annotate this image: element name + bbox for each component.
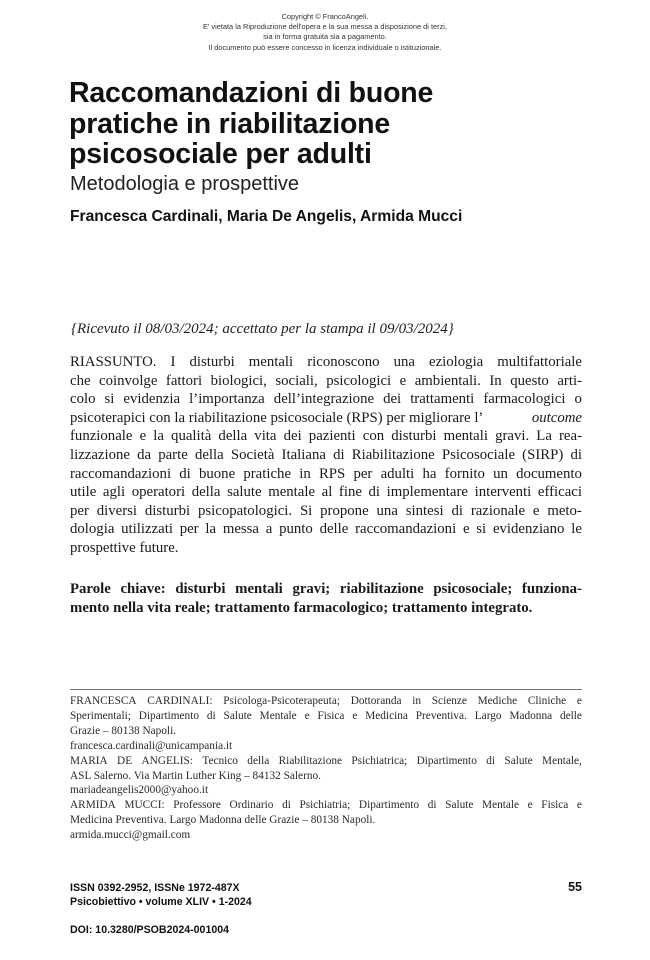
word: Professore: [173, 799, 221, 812]
word: e: [532, 502, 540, 519]
word: farmacologici: [483, 391, 566, 408]
word: funzionale: [70, 428, 133, 445]
word: per: [70, 502, 89, 519]
word: fattori: [165, 372, 203, 389]
word: qualità: [171, 428, 212, 445]
word: In: [489, 372, 502, 389]
word: della: [191, 484, 221, 501]
word: da: [137, 446, 152, 463]
page-number: 55: [568, 880, 582, 894]
abstract-line: [70, 372, 582, 391]
word: e: [462, 521, 470, 538]
word: psicopatologici.: [197, 502, 293, 519]
email-link[interactable]: francesca.cardinali@unicampania.it: [70, 739, 233, 752]
word: meto-: [547, 502, 582, 519]
word: delle: [559, 709, 582, 722]
affiliation-line: ASL Salerno. Via Martin Luther King – 84132 Salerno.: [70, 769, 321, 782]
word: adulti: [380, 465, 415, 482]
word: multifattoriale: [497, 354, 582, 370]
word: sintesi: [405, 502, 444, 519]
word: in: [412, 695, 422, 707]
word: Psichiatria;: [299, 799, 351, 812]
word: una: [376, 502, 398, 519]
word: vita: [254, 428, 277, 445]
word: in: [299, 465, 311, 482]
word: salute: [227, 484, 262, 501]
word: o: [574, 391, 582, 408]
word: riconoscono: [307, 354, 380, 370]
word: ambientali.: [414, 372, 481, 389]
word: eziologia: [429, 354, 484, 370]
word: Sperimentali;: [70, 709, 131, 722]
abstract-line: [70, 390, 582, 409]
word: di: [570, 446, 582, 463]
word: psicosociale;: [433, 581, 513, 597]
word: di: [206, 709, 216, 722]
received-dates: {Ricevuto il 08/03/2024; accettato per la stampa il 09/03/2024}: [71, 321, 454, 337]
word: e: [139, 428, 147, 445]
word: RPS: [318, 465, 346, 482]
abstract: [70, 353, 582, 558]
word: trattamenti: [410, 391, 475, 408]
word: per: [179, 521, 199, 538]
word: lizzazione: [70, 446, 130, 463]
word: fornito: [444, 465, 485, 482]
word: funziona-: [521, 581, 582, 597]
word: Tecnico: [202, 754, 238, 767]
affiliation-line: [70, 798, 582, 813]
affiliation-line: Medicina Preventiva. Largo Madonna delle Grazie – 80138 Napoli.: [70, 814, 376, 827]
word: si: [476, 521, 487, 538]
word: dei: [283, 428, 302, 445]
word: della: [247, 754, 270, 767]
copyright-line: sia in forma gratuita sia a pagamento.: [263, 32, 387, 42]
word: parte: [158, 446, 188, 463]
word: disturbi: [189, 354, 235, 370]
word: Salute: [504, 754, 533, 767]
word: e: [576, 799, 582, 812]
title-line: pratiche in riabilitazione: [69, 107, 391, 140]
word: un: [493, 465, 508, 482]
word: Italiana: [281, 446, 326, 463]
word: riabilitazione: [339, 581, 424, 597]
abstract-line: [70, 520, 582, 539]
affiliation-cardinali: [70, 694, 582, 754]
word: implementare: [386, 484, 468, 501]
abstract-line-with-italic: [70, 409, 582, 428]
word: raccomandazioni: [70, 465, 172, 482]
word: mentale: [268, 484, 316, 501]
word: Ordinario: [229, 799, 274, 812]
word: di: [282, 799, 291, 812]
word: agli: [102, 484, 126, 501]
word: mentali: [235, 581, 283, 597]
word: di: [333, 446, 345, 463]
word: Psicosociale: [441, 446, 516, 463]
word: arti-: [557, 372, 582, 389]
word: pazienti: [308, 428, 356, 445]
article-authors: Francesca Cardinali, Maria De Angelis, Armida Mucci: [70, 208, 463, 225]
abstract-line: [70, 446, 582, 465]
word: interventi: [474, 484, 532, 501]
word: e: [304, 709, 310, 722]
word: propone: [320, 502, 369, 519]
word: efficaci: [537, 484, 582, 501]
word: Dottoranda: [350, 695, 402, 707]
abstract-line: [70, 483, 582, 502]
word: messa: [222, 521, 259, 538]
word: raccomandazioni: [355, 521, 457, 538]
word: Cliniche: [527, 695, 567, 707]
word: Psichiatrica;: [351, 754, 408, 767]
word: e: [399, 372, 407, 389]
word: punto: [279, 521, 313, 538]
doi[interactable]: DOI: 10.3280/PSOB2024-001004: [70, 924, 230, 936]
copyright-line: Copyright © FrancoAngeli.: [281, 12, 369, 21]
word: dologia: [70, 521, 115, 538]
abstract-line: [70, 427, 582, 446]
word: FRANCESCA: [70, 695, 137, 707]
word: di: [486, 754, 496, 767]
word: (SIRP): [522, 446, 564, 463]
word: dell’integrazione: [273, 391, 375, 408]
word: disturbi: [144, 502, 191, 519]
word: l’importanza: [189, 391, 265, 408]
article-subtitle: Metodologia e prospettive: [70, 173, 300, 195]
word: biologici,: [210, 372, 267, 389]
italic-term: outcome: [531, 409, 582, 426]
word: razionale: [470, 502, 526, 519]
affiliation-line: [70, 709, 582, 724]
word: le: [571, 521, 582, 538]
word: Dipartimento: [416, 754, 477, 767]
issn: ISSN 0392-2952, ISSNe 1972-487X: [70, 882, 240, 894]
word: fine: [338, 484, 362, 501]
word: e: [352, 709, 358, 722]
word: disturbi: [175, 581, 226, 597]
word: gravi.: [495, 428, 530, 445]
word: I: [170, 354, 176, 370]
word: La: [536, 428, 552, 445]
abstract-line: [70, 502, 582, 521]
abstract-line-text: psicoterapici con la riabilitazione psicosociale (RPS) per migliorare l’: [70, 409, 484, 426]
word: sociali,: [275, 372, 318, 389]
word: e: [576, 695, 582, 707]
word: psicologici: [326, 372, 392, 389]
word: la: [153, 428, 164, 445]
word: Madonna: [509, 709, 553, 722]
word: operatori: [131, 484, 186, 501]
word: Salute: [223, 709, 252, 722]
word: Medicina: [365, 709, 408, 722]
word: utilizzati: [121, 521, 173, 538]
word: a: [265, 521, 273, 538]
word: Psicologa-Psicoterapeuta;: [223, 695, 340, 707]
word: MUCCI:: [124, 799, 165, 812]
keywords: [70, 580, 582, 617]
word: rea-: [559, 428, 582, 445]
word: evidenziano: [492, 521, 565, 538]
word: MARIA: [70, 754, 108, 767]
word: mentali: [248, 354, 294, 370]
affiliation-line: [70, 694, 582, 709]
word: Salute: [445, 799, 474, 812]
word: per: [353, 465, 373, 482]
word: della: [218, 428, 248, 445]
article-title: [69, 78, 589, 170]
word: Riabilitazione: [278, 754, 343, 767]
word: Mentale: [482, 799, 520, 812]
word: evidenzia: [123, 391, 181, 408]
word: diversi: [96, 502, 138, 519]
word: Parole: [70, 581, 111, 597]
word: di: [179, 465, 191, 482]
word: e: [527, 799, 533, 812]
copyright-notice: [0, 12, 650, 53]
author-affiliations: [70, 689, 582, 843]
word: DE: [117, 754, 133, 767]
word: gravi;: [292, 581, 331, 597]
word: Mentale: [259, 709, 297, 722]
word: Dipartimento: [358, 799, 420, 812]
word: una: [393, 354, 415, 370]
word: Si: [299, 502, 313, 519]
affiliation-de-angelis: [70, 754, 582, 799]
word: utile: [70, 484, 97, 501]
word: di: [368, 484, 381, 501]
word: di: [451, 502, 463, 519]
word: Mentale,: [542, 754, 582, 767]
word: delle: [319, 521, 349, 538]
affiliation-mucci: [70, 798, 582, 843]
word: Dipartimento: [138, 709, 199, 722]
word: coinvolge: [99, 372, 158, 389]
abstract-line: [70, 353, 582, 372]
word: Fisica: [541, 799, 569, 812]
word: Scienze: [431, 695, 467, 707]
abstract-line: prospettive future.: [70, 539, 179, 556]
word: pratiche: [243, 465, 292, 482]
word: si: [104, 391, 115, 408]
word: chiave:: [120, 581, 166, 597]
title-line: psicosociale per adulti: [69, 138, 372, 170]
keywords-line: [70, 580, 582, 599]
word: ANGELIS:: [141, 754, 193, 767]
affiliation-line: Grazie – 80138 Napoli.: [70, 724, 177, 737]
word: al: [321, 484, 333, 501]
word: RIASSUNTO.: [70, 354, 157, 370]
word: dei: [383, 391, 402, 408]
word: che: [70, 372, 91, 389]
word: della: [194, 446, 224, 463]
word: Società: [230, 446, 275, 463]
word: mentali: [443, 428, 488, 445]
word: Mediche: [477, 695, 518, 707]
word: documento: [516, 465, 582, 482]
word: disturbi: [391, 428, 437, 445]
affiliation-line: [70, 754, 582, 769]
email-link[interactable]: mariadeangelis2000@yahoo.it: [70, 784, 209, 797]
title-line: Raccomandazioni di buone: [69, 77, 434, 109]
word: con: [362, 428, 385, 445]
word: Riabilitazione: [351, 446, 435, 463]
word: di: [427, 799, 437, 812]
email-link[interactable]: armida.mucci@gmail.com: [70, 829, 191, 842]
word: Fisica: [317, 709, 345, 722]
word: CARDINALI:: [147, 695, 213, 707]
word: ARMIDA: [70, 799, 116, 812]
word: questo: [510, 372, 549, 389]
word: colo: [70, 391, 96, 408]
word: Preventiva.: [415, 709, 467, 722]
copyright-line: E' vietata la Riproduzione dell'opera e la sua messa a disposizione di terzi,: [203, 22, 447, 32]
journal-info: Psicobiettivo • volume XLIV • 1-2024: [70, 896, 252, 908]
copyright-line: Il documento può essere concesso in licenza individuale o istituzionale.: [208, 42, 442, 52]
word: la: [205, 521, 217, 538]
word: Largo: [474, 709, 502, 722]
abstract-line: [70, 465, 582, 484]
keywords-line: mento nella vita reale; trattamento farmacologico; trattamento integrato.: [70, 599, 533, 616]
word: ha: [422, 465, 437, 482]
word: buone: [198, 465, 236, 482]
